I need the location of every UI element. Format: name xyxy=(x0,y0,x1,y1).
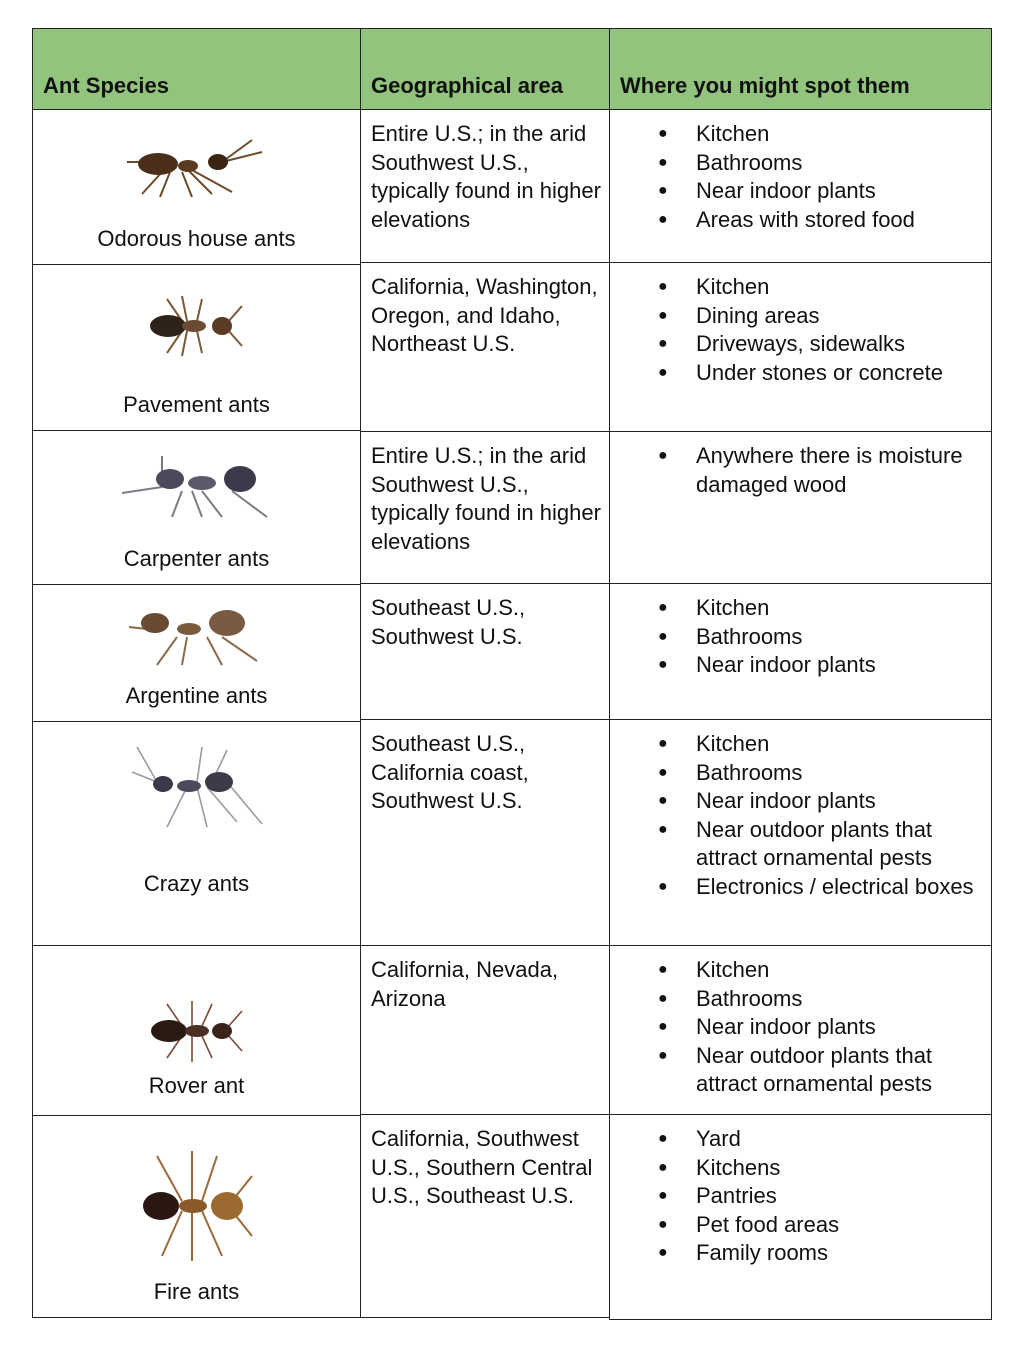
geo-area-text: Southeast U.S., Southwest U.S. xyxy=(371,595,526,649)
spot-item: ● Kitchen xyxy=(658,120,987,149)
table-row xyxy=(32,945,361,1116)
geo-area-text: California, Southwest U.S., Southern Central U.S., Southeast U.S. xyxy=(371,1126,593,1208)
table-row xyxy=(32,584,361,722)
table-row xyxy=(32,264,361,431)
table-cell xyxy=(360,262,610,432)
species-name: Odorous house ants xyxy=(97,226,296,251)
spot-item: ● Near indoor plants xyxy=(658,1013,987,1042)
table-row xyxy=(32,721,361,946)
spot-item: ● Driveways, sidewalks xyxy=(658,330,987,359)
spot-item: ● Bathrooms xyxy=(658,759,987,788)
spot-item: ● Kitchen xyxy=(658,956,987,985)
pavement-ant-image xyxy=(142,291,252,361)
table-row xyxy=(32,1115,361,1318)
table-cell xyxy=(360,109,610,263)
spot-item: ● Near indoor plants xyxy=(658,787,987,816)
spot-list xyxy=(658,120,987,234)
species-name: Carpenter ants xyxy=(123,546,270,571)
spot-list xyxy=(658,273,987,387)
spot-item: ● Near outdoor plants that attract ornamental pests xyxy=(658,1042,987,1099)
ant-species-table xyxy=(32,28,992,1318)
spot-item: ● Pet food areas xyxy=(658,1211,987,1240)
table-cell xyxy=(609,431,992,584)
argentine-ant-image xyxy=(127,599,267,669)
geo-area-text: Southeast U.S., California coast, Southwest U.S. xyxy=(371,731,529,813)
spot-item: ● Bathrooms xyxy=(658,985,987,1014)
spot-item: ● Areas with stored food xyxy=(658,206,987,235)
spot-item: ● Anywhere there is moisture damaged wood xyxy=(658,442,987,499)
header-where-spot: Where you might spot them xyxy=(609,28,992,110)
spot-item: ● Kitchens xyxy=(658,1154,987,1183)
table-cell xyxy=(609,583,992,720)
spot-item: ● Kitchen xyxy=(658,730,987,759)
table-row xyxy=(32,430,361,585)
spot-item: ● Electronics / electrical boxes xyxy=(658,873,987,902)
table-cell xyxy=(609,945,992,1115)
spot-item: ● Kitchen xyxy=(658,594,987,623)
table-cell xyxy=(360,431,610,584)
spot-item: ● Near indoor plants xyxy=(658,177,987,206)
geo-area-text: California, Washington, Oregon, and Idaho, Northeast U.S. xyxy=(371,274,598,356)
species-name: Crazy ants xyxy=(143,871,250,896)
spot-list xyxy=(658,956,987,1099)
species-name: Argentine ants xyxy=(125,683,268,708)
geo-area-text: Entire U.S.; in the arid Southwest U.S., typically found in higher elevations xyxy=(371,443,601,554)
spot-item: ● Near indoor plants xyxy=(658,651,987,680)
table-cell xyxy=(360,945,610,1115)
spot-item: ● Near outdoor plants that attract ornamental pests xyxy=(658,816,987,873)
table-cell xyxy=(360,583,610,720)
spot-list xyxy=(658,1125,987,1268)
table-cell xyxy=(609,262,992,432)
spot-list xyxy=(658,442,987,499)
spot-list xyxy=(658,594,987,680)
spot-item: ● Kitchen xyxy=(658,273,987,302)
table-row xyxy=(32,109,361,265)
spot-item: ● Dining areas xyxy=(658,302,987,331)
spot-item: ● Bathrooms xyxy=(658,623,987,652)
spot-item: ● Family rooms xyxy=(658,1239,987,1268)
table-cell xyxy=(609,109,992,263)
species-name: Rover ant xyxy=(148,1073,245,1098)
species-name: Pavement ants xyxy=(123,392,270,417)
header-ant-species: Ant Species xyxy=(32,28,361,110)
geo-area-text: California, Nevada, Arizona xyxy=(371,957,559,1011)
crazy-ant-image xyxy=(127,742,267,832)
rover-ant-image xyxy=(147,996,247,1066)
fire-ant-image xyxy=(137,1146,257,1266)
spot-item: ● Bathrooms xyxy=(658,149,987,178)
table-cell xyxy=(609,1114,992,1320)
spot-item: ● Yard xyxy=(658,1125,987,1154)
species-name: Fire ants xyxy=(153,1279,240,1304)
table-cell xyxy=(609,719,992,946)
header-geographical-area: Geographical area xyxy=(360,28,610,110)
spot-list xyxy=(658,730,987,901)
geo-area-text: Entire U.S.; in the arid Southwest U.S., typically found in higher elevations xyxy=(371,121,601,232)
spot-item: ● Under stones or concrete xyxy=(658,359,987,388)
table-cell xyxy=(360,1114,610,1318)
carpenter-ant-image xyxy=(122,451,272,521)
odorous-ant-image xyxy=(122,132,272,202)
table-cell xyxy=(360,719,610,946)
spot-item: ● Pantries xyxy=(658,1182,987,1211)
